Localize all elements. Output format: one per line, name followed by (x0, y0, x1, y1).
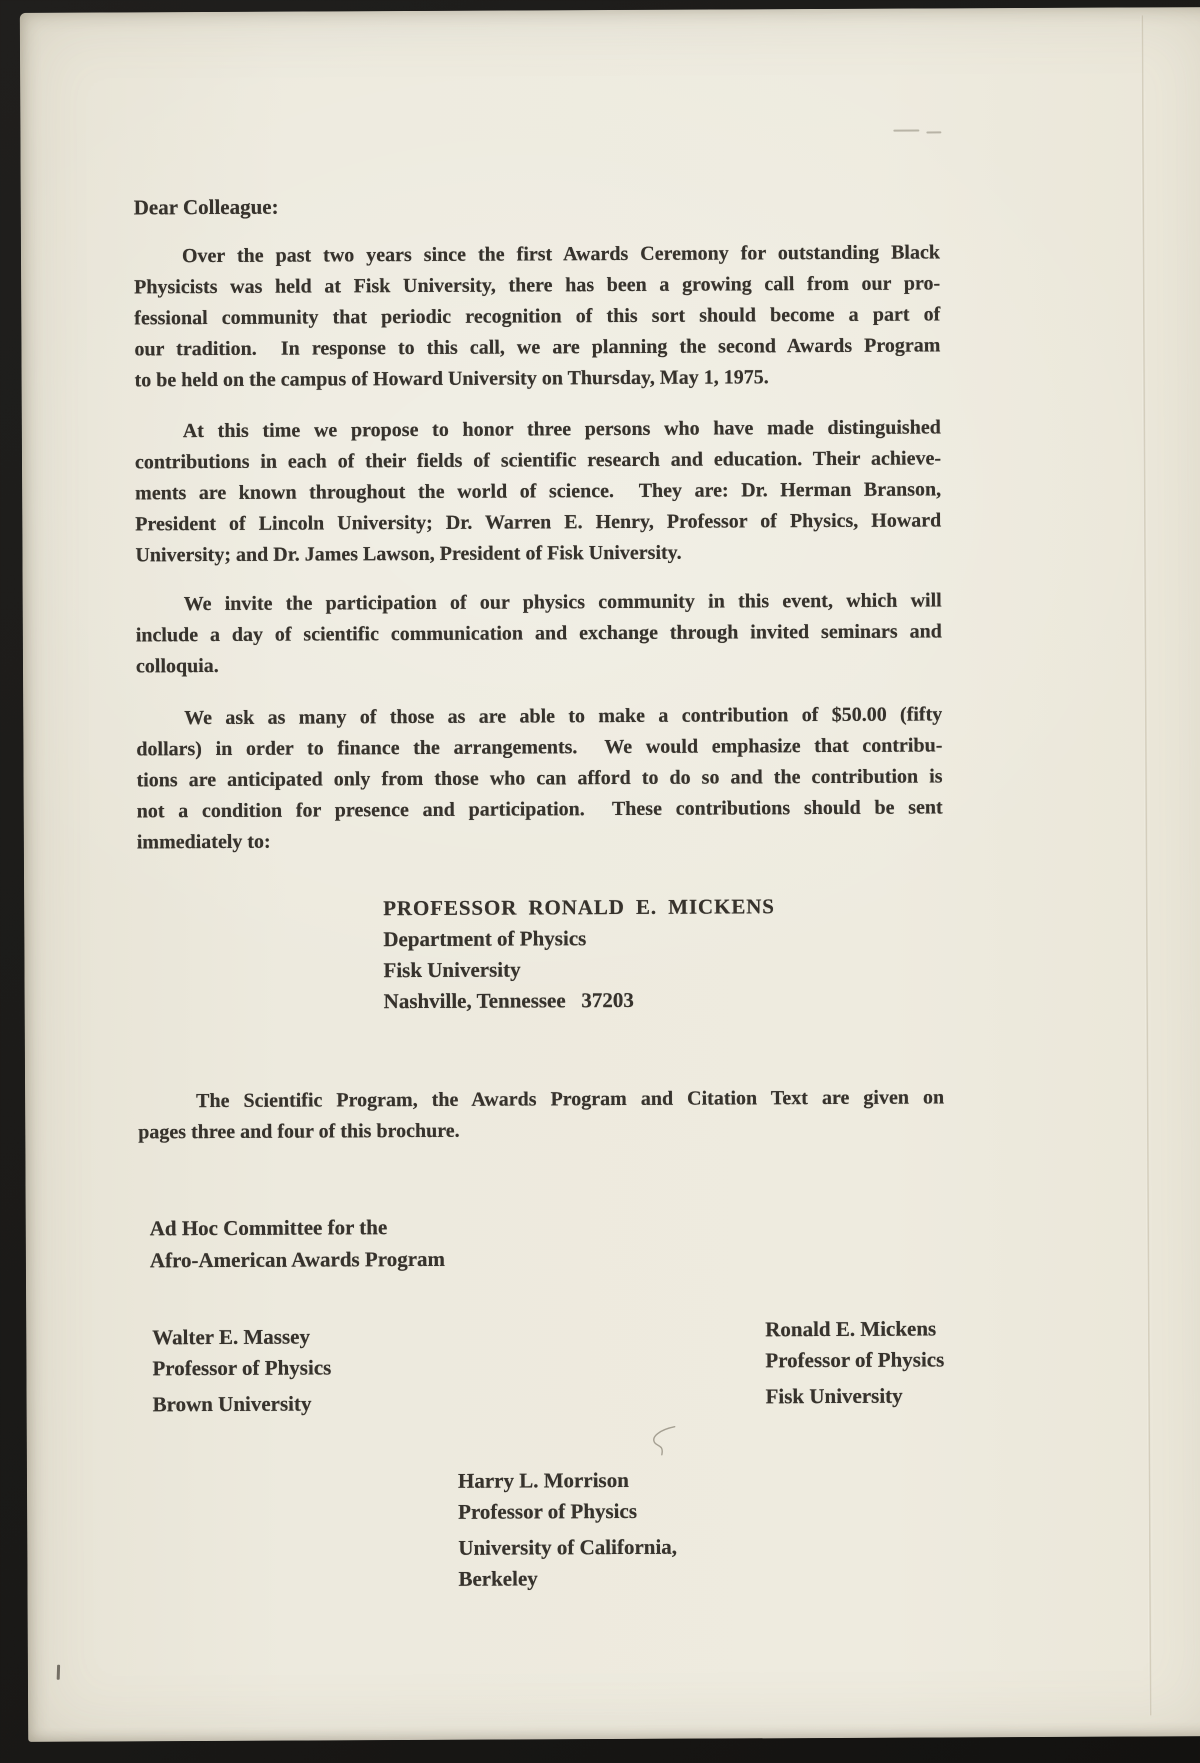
text-line: Nashville, Tennessee 37203 (383, 987, 634, 1014)
text-line: immediately to: (136, 830, 271, 854)
scuff-dash (926, 131, 941, 133)
text-line: The Scientific Program, the Awards Program and Citation Text are given on (196, 1086, 945, 1113)
text-line: Harry L. Morrison (457, 1467, 629, 1493)
text-line: Professor of Physics (458, 1498, 638, 1524)
text-line: Professor of Physics (765, 1347, 945, 1373)
pen-tick-mark (57, 1665, 60, 1680)
text-line: not a condition for presence and participation. These contributions should be sent (136, 796, 943, 823)
paper-fold-crease (1141, 15, 1152, 1715)
text-line: tions are anticipated only from those who can afford to do so and the contribution is (136, 765, 943, 792)
committee-block (150, 1211, 445, 1276)
pen-squiggle-mark (648, 1424, 680, 1460)
text-line: We invite the participation of our physics community in this event, which will (183, 589, 942, 616)
text-line: President of Lincoln University; Dr. Warren E. Henry, Professor of Physics, Howard (135, 509, 942, 536)
text-line: University; and Dr. James Lawson, President of Fisk University. (135, 541, 682, 567)
text-line: Department of Physics (383, 926, 587, 952)
text-line: Over the past two years since the first Awards Ceremony for outstanding Black (181, 241, 941, 268)
text-line: PROFESSOR RONALD E. MICKENS (383, 894, 775, 921)
signature-walter-massey (152, 1321, 331, 1420)
text-line: University of California, (458, 1534, 678, 1560)
text-line: fessional community that periodic recognition of this sort should become a part of (134, 303, 941, 330)
salutation: Dear Colleague: (133, 194, 279, 220)
signature-ronald-mickens (765, 1313, 944, 1412)
text-line: our tradition. In response to this call, we are planning the second Awards Program (134, 334, 941, 361)
letter-paper (20, 7, 1200, 1742)
text-line: Physicists was held at Fisk University, there has been a growing call from our pro- (134, 272, 941, 299)
text-line: dollars) in order to finance the arrangements. We would emphasize that contribu- (136, 734, 943, 761)
text-line: We ask as many of those as are able to make a contribution of $50.00 (fifty (184, 703, 943, 730)
text-line: Fisk University (765, 1383, 903, 1409)
text-line: contributions in each of their fields of scientific research and education. Their achieve- (134, 447, 942, 474)
signature-harry-morrison (458, 1465, 677, 1595)
text-line: include a day of scientific communication and exchange through invited seminars and (135, 620, 942, 647)
text-line: to be held on the campus of Howard University on Thursday, May 1, 1975. (134, 366, 769, 392)
paragraph-1 (134, 237, 941, 396)
text-line: Professor of Physics (152, 1355, 332, 1381)
text-line: Ronald E. Mickens (765, 1316, 937, 1342)
text-line: Berkeley (458, 1566, 538, 1591)
text-line: Walter E. Massey (152, 1324, 311, 1350)
paragraph-2 (135, 412, 942, 571)
paragraph-4 (136, 699, 943, 858)
text-line: At this time we propose to honor three persons who have made distinguished (182, 416, 941, 443)
recipient-address (383, 891, 775, 1017)
text-line: Brown University (152, 1391, 312, 1417)
text-line: Afro-American Awards Program (149, 1246, 446, 1273)
text-line: Ad Hoc Committee for the (149, 1215, 388, 1241)
text-line: pages three and four of this brochure. (138, 1119, 460, 1144)
text-line: ments are known throughout the world of science. They are: Dr. Herman Branson, (135, 478, 942, 505)
paragraph-3 (136, 585, 942, 682)
scuff-dash (893, 130, 919, 132)
closing-paragraph (138, 1082, 944, 1148)
text-line: Fisk University (383, 957, 521, 983)
text-line: colloquia. (135, 654, 219, 678)
